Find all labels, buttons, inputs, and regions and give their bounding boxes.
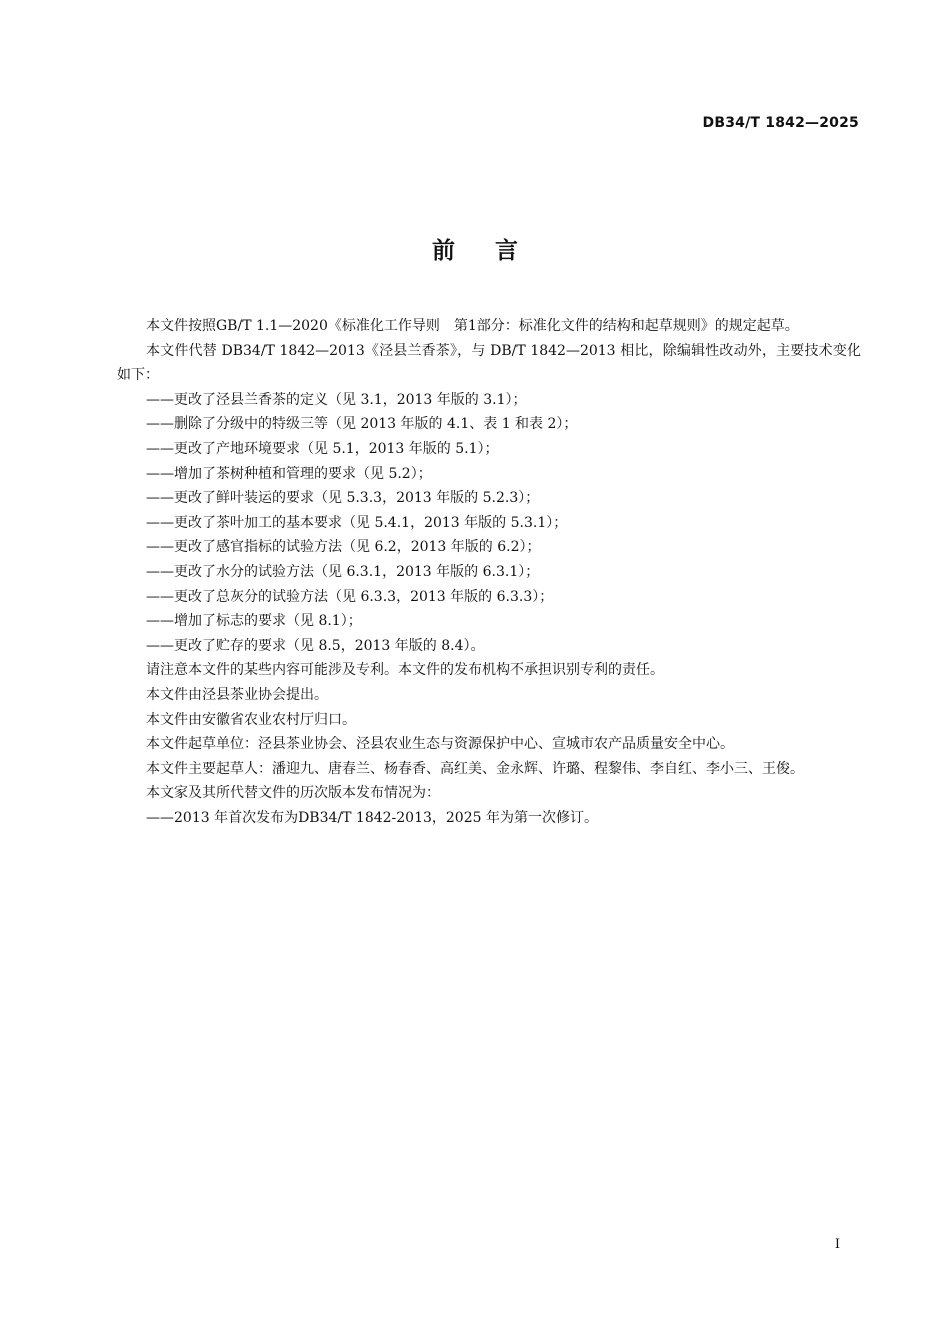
change-item: ——更改了水分的试验方法（见 6.3.1，2013 年版的 6.3.1）； bbox=[146, 563, 540, 580]
document-code: DB34/T 1842—2025 bbox=[702, 115, 859, 131]
paragraph-drafting-units: 本文件起草单位：泾县茶业协会、泾县农业生态与资源保护中心、宣城市农产品质量安全中心。 bbox=[146, 736, 734, 753]
paragraph-under-jurisdiction: 本文件由安徽省农业农村厅归口。 bbox=[146, 711, 356, 728]
change-item: ——更改了鲜叶装运的要求（见 5.3.3，2013 年版的 5.2.3）； bbox=[146, 490, 540, 507]
page-number: I bbox=[834, 1237, 840, 1252]
paragraph-proposed-by: 本文件由泾县茶业协会提出。 bbox=[146, 686, 328, 703]
paragraph-drafters: 本文件主要起草人：潘迎九、唐春兰、杨春香、高红美、金永辉、许璐、程黎伟、李自红、李小三、王俊。 bbox=[146, 760, 804, 777]
paragraph-patent-notice: 请注意本文件的某些内容可能涉及专利。本文件的发布机构不承担识别专利的责任。 bbox=[146, 662, 664, 679]
paragraph-version-history-item: ——2013 年首次发布为DB34/T 1842-2013，2025 年为第一次修订。 bbox=[146, 809, 598, 826]
page-title: 前言 bbox=[432, 238, 558, 264]
change-item: ——更改了产地环境要求（见 5.1，2013 年版的 5.1）； bbox=[146, 440, 499, 457]
change-item: ——更改了总灰分的试验方法（见 6.3.3，2013 年版的 6.3.3）； bbox=[146, 588, 554, 605]
change-item: ——更改了感官指标的试验方法（见 6.2，2013 年版的 6.2）； bbox=[146, 539, 541, 556]
paragraph-replacement: 本文件代替 DB34/T 1842—2013《泾县兰香茶》，与 DB/T 1842—2013 相比，除编辑性改动外，主要技术变化如下： bbox=[117, 342, 861, 384]
change-item: ——增加了茶树种植和管理的要求（见 5.2）； bbox=[146, 465, 432, 482]
change-item: ——更改了茶叶加工的基本要求（见 5.4.1，2013 年版的 5.3.1）； bbox=[146, 514, 568, 531]
preface-body bbox=[117, 314, 861, 830]
change-item: ——更改了泾县兰香茶的定义（见 3.1，2013 年版的 3.1）； bbox=[146, 391, 527, 408]
paragraph-drafting-rules: 本文件按照GB/T 1.1—2020《标准化工作导则 第1部分：标准化文件的结构和起草规则》的规定起草。 bbox=[146, 318, 799, 334]
change-item: ——增加了标志的要求（见 8.1）； bbox=[146, 613, 362, 630]
paragraph-version-history-intro: 本文家及其所代替文件的历次版本发布情况为： bbox=[146, 785, 440, 802]
change-item: ——更改了贮存的要求（见 8.5，2013 年版的 8.4）。 bbox=[146, 637, 485, 654]
change-item: ——删除了分级中的特级三等（见 2013 年版的 4.1、表 1 和表 2）； bbox=[146, 416, 578, 433]
